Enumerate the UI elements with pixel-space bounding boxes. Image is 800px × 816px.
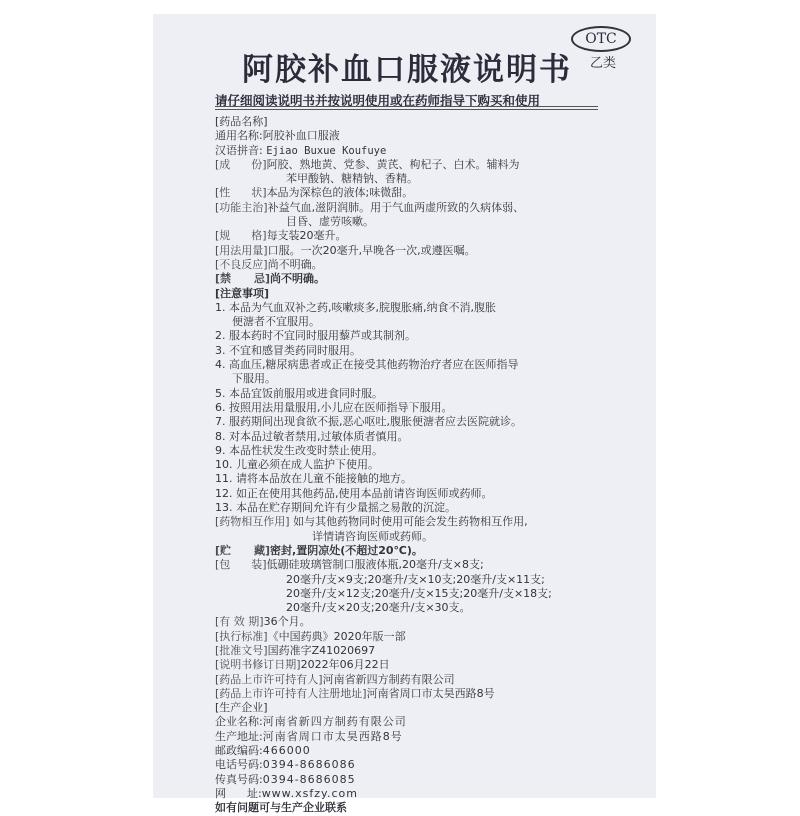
- contraindications-value: 尚不明确。: [270, 272, 326, 286]
- manufacturer-row-label: 生产地址:: [215, 729, 263, 743]
- interactions-value: 如与其他药物同时使用可能会发生药物相互作用,: [293, 515, 528, 529]
- package-value: 低硼硅玻璃管制口服液体瓶,20毫升/支×8支;: [266, 558, 484, 572]
- manufacturer-row: [215, 730, 615, 744]
- indications-label: [功能主治]: [215, 200, 268, 214]
- interactions-row: [215, 515, 615, 529]
- manufacturer-row-label: 电话号码:: [215, 758, 263, 772]
- mah-label: [药品上市许可持有人]: [215, 672, 323, 686]
- mah-value: 河南省新四方制药有限公司: [322, 672, 455, 686]
- validity-value: 36个月。: [263, 615, 311, 629]
- manufacturer-row-value: 466000: [262, 744, 311, 758]
- manufacturer-row-label: 邮政编码:: [215, 744, 263, 758]
- precaution-item: 13. 本品在贮存期间允许有少量摇之易散的沉淀。: [215, 501, 456, 515]
- precaution-item: 5. 本品宜饭前服用或进食同时服。: [215, 386, 383, 400]
- mah-address-value: 河南省周口市太昊西路8号: [366, 686, 495, 700]
- precaution-item: 1. 本品为气血双补之药,咳嗽痰多,脘腹胀痛,纳食不消,腹胀: [215, 300, 496, 314]
- validity-row: [215, 615, 615, 629]
- approval-label: [批准文号]: [215, 643, 268, 657]
- indications-row: [215, 201, 615, 215]
- leaflet-body: [215, 115, 615, 816]
- pinyin-value: Ejiao Buxue Koufuye: [266, 144, 387, 157]
- pinyin-label: 汉语拼音:: [215, 143, 263, 157]
- contact-note: 如有问题可与生产企业联系: [215, 801, 347, 815]
- reading-notice: 请仔细阅读说明书并按说明使用或在药师指导下购买和使用: [215, 93, 541, 108]
- ingredients-continuation: 苯甲酸钠、糖精钠、香精。: [286, 172, 418, 186]
- standard-row: [215, 630, 615, 644]
- mah-row: [215, 673, 615, 687]
- contraindications-row: [215, 272, 615, 286]
- approval-value: 国药准字Z41020697: [267, 643, 376, 657]
- manufacturer-row-label: 网 址:: [215, 786, 262, 800]
- precaution-item: 10. 儿童必须在成人监护下使用。: [215, 458, 379, 472]
- contraindications-label: [禁 忌]: [215, 272, 271, 286]
- manufacturer-row-value: 0394-8686086: [262, 758, 356, 772]
- revision-value: 2022年06月22日: [300, 658, 390, 672]
- divider-line: [215, 109, 598, 110]
- ingredients-value: 阿胶、熟地黄、党参、黄芪、枸杞子、白术。辅料为: [266, 157, 520, 171]
- precaution-item-continuation: 便溏者不宜服用。: [232, 315, 320, 329]
- section-heading-precautions: [注意事项]: [215, 286, 270, 300]
- storage-row: [215, 544, 615, 558]
- generic-name-row: [215, 129, 615, 143]
- precaution-item: 6. 按照用法用量服用,小儿应在医师指导下服用。: [215, 400, 453, 414]
- spec-label: [规 格]: [215, 229, 267, 243]
- manufacturer-row: [215, 758, 615, 772]
- precaution-item: 7. 服药期间出现食欲不振,恶心呕吐,腹胀便溏者应去医院就诊。: [215, 415, 522, 429]
- adverse-label: [不良反应]: [215, 257, 268, 271]
- precaution-item: 4. 高血压,糖尿病患者或正在接受其他药物治疗者应在医师指导: [215, 358, 519, 372]
- package-label: [包 装]: [215, 558, 267, 572]
- precaution-item-continuation: 下服用。: [232, 372, 276, 386]
- document-title: 阿胶补血口服液说明书: [242, 52, 572, 88]
- validity-label: [有 效 期]: [215, 615, 264, 629]
- mah-address-label: [药品上市许可持有人注册地址]: [215, 686, 367, 700]
- package-continuation: 20毫升/支×20支;20毫升/支×30支。: [286, 601, 471, 615]
- precaution-item: 12. 如正在使用其他药品,使用本品前请咨询医师或药师。: [215, 486, 493, 500]
- manufacturer-row-value: 河南省周口市太昊西路8号: [262, 729, 403, 743]
- standard-value: 《中国药典》2020年版一部: [267, 629, 406, 643]
- package-continuation: 20毫升/支×9支;20毫升/支×10支;20毫升/支×11支;: [286, 572, 545, 586]
- interactions-continuation: 详情请咨询医师或药师。: [312, 529, 433, 543]
- dosage-row: [215, 244, 615, 258]
- divider-line: [215, 106, 598, 107]
- manufacturer-row-value: www.xsfzy.com: [261, 786, 358, 800]
- properties-label: [性 状]: [215, 186, 267, 200]
- manufacturer-row: [215, 744, 615, 758]
- manufacturer-row-value: 河南省新四方制药有限公司: [262, 715, 407, 729]
- indications-continuation: 目昏、虚劳咳嗽。: [286, 215, 374, 229]
- properties-row: [215, 186, 615, 200]
- revision-label: [说明书修订日期]: [215, 658, 301, 672]
- section-heading-drug-name: [药品名称]: [215, 115, 268, 128]
- spec-value: 每支装20毫升。: [266, 229, 347, 243]
- manufacturer-row: [215, 787, 615, 801]
- precaution-item: 9. 本品性状发生改变时禁止使用。: [215, 443, 383, 457]
- properties-value: 本品为深棕色的液体;味微甜。: [266, 186, 414, 200]
- precaution-item: 8. 对本品过敏者禁用,过敏体质者慎用。: [215, 429, 409, 443]
- standard-label: [执行标准]: [215, 629, 268, 643]
- package-continuation: 20毫升/支×12支;20毫升/支×15支;20毫升/支×18支;: [286, 586, 552, 600]
- generic-name-value: 阿胶补血口服液: [262, 129, 340, 143]
- generic-name-label: 通用名称:: [215, 129, 263, 143]
- manufacturer-row: [215, 773, 615, 787]
- dosage-value: 口服。一次20毫升,早晚各一次,或遵医嘱。: [267, 243, 476, 257]
- ingredients-label: [成 份]: [215, 157, 267, 171]
- manufacturer-row-value: 0394-8686085: [262, 772, 356, 786]
- precaution-item: 3. 不宜和感冒类药同时服用。: [215, 343, 361, 357]
- precaution-item: 11. 请将本品放在儿童不能接触的地方。: [215, 472, 412, 486]
- ingredients-row: [215, 158, 615, 172]
- dosage-label: [用法用量]: [215, 243, 268, 257]
- adverse-value: 尚不明确。: [267, 257, 323, 271]
- spec-row: [215, 229, 615, 243]
- manufacturer-details: [215, 715, 615, 801]
- storage-value: 密封,置阴凉处(不超过20℃)。: [270, 543, 423, 557]
- approval-row: [215, 644, 615, 658]
- indications-value: 补益气血,滋阴润肺。用于气血两虚所致的久病体弱、: [267, 200, 525, 214]
- pinyin-row: [215, 144, 615, 158]
- otc-class-label: 乙类: [590, 56, 617, 71]
- section-heading-manufacturer: [生产企业]: [215, 701, 268, 715]
- storage-label: [贮 藏]: [215, 543, 271, 557]
- revision-row: [215, 658, 615, 672]
- precaution-item: 2. 服本药时不宜同时服用藜芦或其制剂。: [215, 329, 416, 343]
- manufacturer-row-label: 传真号码:: [215, 772, 263, 786]
- adverse-row: [215, 258, 615, 272]
- mah-address-row: [215, 687, 615, 701]
- otc-badge: OTC: [571, 26, 631, 52]
- package-row: [215, 558, 615, 572]
- precautions-list: [215, 301, 615, 515]
- interactions-label: [药物相互作用]: [215, 515, 290, 529]
- manufacturer-row: [215, 715, 615, 729]
- manufacturer-row-label: 企业名称:: [215, 715, 263, 729]
